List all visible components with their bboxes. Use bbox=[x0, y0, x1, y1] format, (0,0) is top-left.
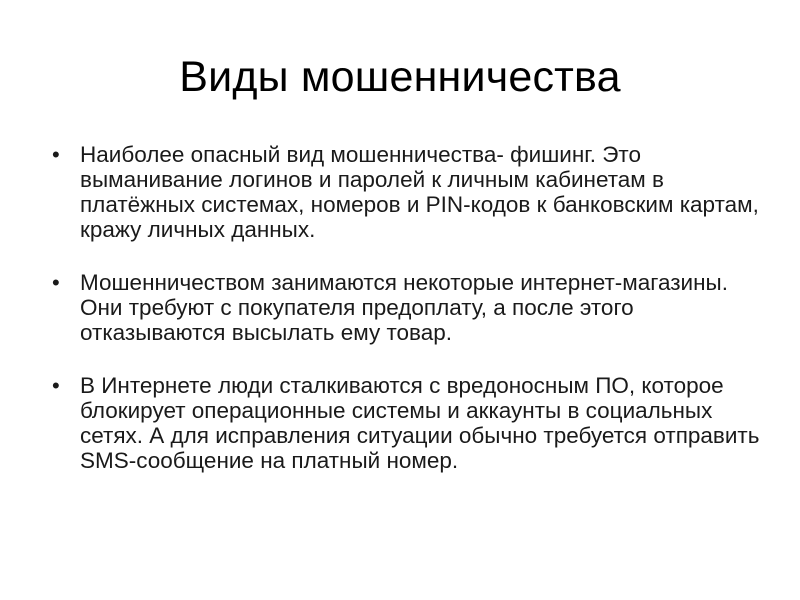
bullet-text: Наиболее опасный вид мошенничества- фишинг. Это выманивание логинов и паролей к личным кабинетам в платёжных системах, номеров и PIN-кодов к банковским картам, кражу личных данных. bbox=[80, 142, 759, 242]
bullet-text: Мошенничеством занимаются некоторые интернет-магазины. Они требуют с покупателя предоплату, а после этого отказываются высылать ему товар. bbox=[80, 270, 728, 345]
bullet-text: В Интернете люди сталкиваются с вредоносным ПО, которое блокирует операционные системы и аккаунты в социальных сетях. А для исправления ситуации обычно требуется отправить SMS-сообщение на платный номер. bbox=[80, 373, 760, 473]
bullet-item-malware bbox=[52, 373, 762, 473]
bullet-marker: • bbox=[52, 270, 60, 295]
slide-title: Виды мошенничества bbox=[179, 53, 621, 101]
bullet-item-online-shops bbox=[52, 270, 762, 345]
bullet-item-phishing bbox=[52, 142, 762, 242]
bullet-list bbox=[52, 142, 762, 501]
bullet-marker: • bbox=[52, 373, 60, 398]
bullet-marker: • bbox=[52, 142, 60, 167]
